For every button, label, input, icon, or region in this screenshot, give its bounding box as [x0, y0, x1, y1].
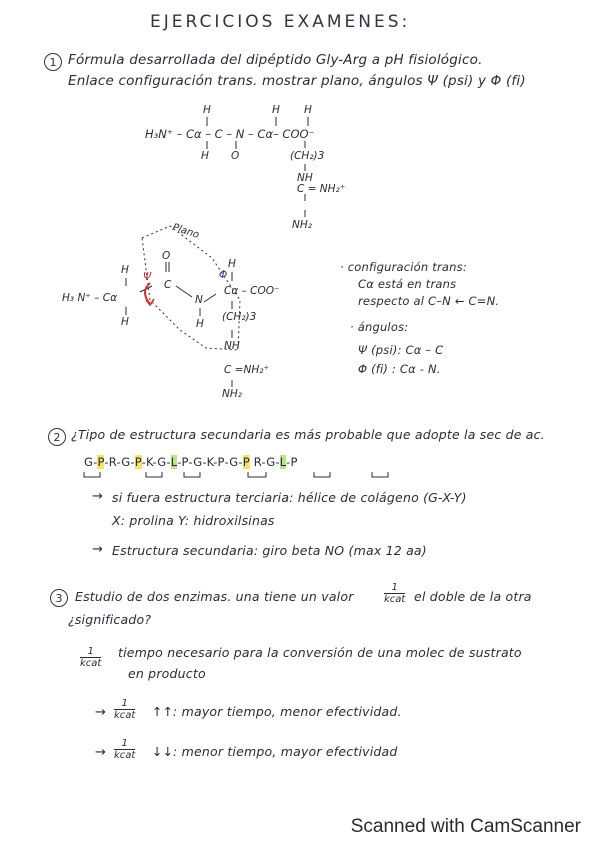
- sequence-segment: G: [193, 455, 203, 469]
- sequence-segment: L: [170, 455, 178, 469]
- sequence-segment: -: [93, 455, 98, 469]
- arrow-icon: →: [92, 489, 103, 504]
- formula-h-top-2: H: [272, 104, 280, 116]
- kcat-fraction: 1 kcat: [80, 646, 102, 669]
- sequence-segment: -: [141, 455, 146, 469]
- sequence-segment: G: [229, 455, 239, 469]
- sequence-segment: -R-: [104, 455, 122, 469]
- formula-side-chain-3: C = NH₂⁺: [297, 183, 346, 195]
- diagram-side-1: (CH₂)3: [222, 311, 257, 323]
- question-3-line-1: Estudio de dos enzimas. una tiene un valor: [75, 589, 354, 604]
- sequence-segment: -P-: [177, 455, 194, 469]
- page-title: EJERCICIOS EXAMENES:: [150, 12, 411, 32]
- sequence-segment: -: [166, 455, 171, 469]
- note-angles-heading: · ángulos:: [350, 320, 409, 334]
- diagram-n: N: [195, 294, 203, 306]
- sequence-segment: G: [121, 455, 131, 469]
- kcat-fraction: 1 kcat: [114, 738, 136, 761]
- diagram-left-group: H₃ N⁺ – Cα: [62, 292, 118, 304]
- sequence-segment: -: [238, 455, 243, 469]
- question-2-text: ¿Tipo de estructura secundaria es más probable que adopte la sec de ac.: [71, 427, 545, 442]
- formula-h-top-1: H: [203, 104, 211, 116]
- formula-side-chain-1: (CH₂)3: [290, 150, 325, 162]
- diagram-side-4: NH₂: [222, 388, 242, 400]
- note-angle-phi: Φ (fi) : Cα - N.: [358, 362, 441, 376]
- kcat-definition-line-1: tiempo necesario para la conversión de una molec de sustrato: [118, 645, 522, 660]
- diagram-right-group: Cα – COO⁻: [224, 285, 280, 297]
- dipeptide-formula: H₃N⁺ – Cα – C – N – Cα– COO⁻: [145, 127, 315, 141]
- diagram-phi: Φ: [219, 269, 228, 281]
- sequence-segment: G: [84, 455, 94, 469]
- formula-side-chain-2: NH: [297, 172, 313, 184]
- question-2-number: 2: [48, 428, 66, 446]
- sequence-segment: G: [157, 455, 167, 469]
- sequence-segment: -P: [286, 455, 298, 469]
- diagram-psi: Ψ: [143, 271, 152, 283]
- formula-h-below: H: [201, 150, 209, 162]
- arrow-icon: →: [92, 542, 103, 557]
- diagram-side-2: NH: [224, 340, 240, 352]
- sequence-segment: -K-P-: [202, 455, 230, 469]
- diagram-h-n: H: [196, 318, 204, 330]
- diagram-side-3: C =NH₂⁺: [224, 364, 269, 376]
- question-1-number: 1: [44, 53, 62, 71]
- camscanner-watermark: Scanned with CamScanner: [350, 816, 581, 837]
- arrow-icon: →: [95, 745, 106, 760]
- sequence-segment: R-: [249, 455, 267, 469]
- plane-label: Plano: [170, 222, 201, 241]
- question-2-bullet-1: si fuera estructura terciaria: hélice de colágeno (G-X-Y): [112, 490, 467, 505]
- amino-acid-sequence: [84, 455, 298, 469]
- arrows-down-icon: ↓↓: [152, 744, 174, 759]
- diagram-h-bottom: H: [121, 316, 129, 328]
- sequence-segment: P: [97, 455, 105, 469]
- question-3-line-1-end: el doble de la otra: [414, 589, 532, 604]
- sequence-segment: P: [242, 455, 250, 469]
- sequence-segment: K: [145, 455, 153, 469]
- kcat-fraction: 1 kcat: [384, 582, 406, 605]
- diagram-h-right: H: [228, 258, 236, 270]
- note-trans-line-2: respecto al C–N ← C=N.: [358, 294, 500, 308]
- question-3-line-2: ¿significado?: [68, 612, 152, 627]
- question-2-bullet-1-line-2: X: prolina Y: hidroxilsinas: [112, 513, 275, 528]
- diagram-c: C: [164, 279, 172, 291]
- kcat-definition-line-2: en producto: [128, 666, 206, 681]
- diagram-o: O: [162, 250, 171, 262]
- formula-side-chain-4: NH₂: [292, 219, 312, 231]
- question-3-bullet-2: : menor tiempo, mayor efectividad: [173, 744, 398, 759]
- arrows-up-icon: ↑↑: [152, 704, 174, 719]
- question-3-number: 3: [50, 589, 68, 607]
- question-3-bullet-1: : mayor tiempo, menor efectividad.: [173, 704, 402, 719]
- diagram-h-top: H: [121, 264, 129, 276]
- formula-h-top-3: H: [304, 104, 312, 116]
- note-angle-psi: Ψ (psi): Cα – C: [358, 343, 444, 357]
- question-1-line-2: Enlace configuración trans. mostrar plano, ángulos Ψ (psi) y Φ (fi): [68, 73, 526, 89]
- question-1-line-1: Fórmula desarrollada del dipéptido Gly-Arg a pH fisiológico.: [68, 52, 483, 68]
- question-2-bullet-2: Estructura secundaria: giro beta NO (max 12 aa): [112, 543, 427, 558]
- sequence-segment: P: [134, 455, 142, 469]
- sequence-segment: -: [130, 455, 135, 469]
- arrow-icon: →: [95, 705, 106, 720]
- sequence-segment: L: [279, 455, 287, 469]
- note-trans-line-1: Cα está en trans: [358, 277, 457, 291]
- sequence-segment: -: [275, 455, 280, 469]
- kcat-fraction: 1 kcat: [114, 698, 136, 721]
- sequence-segment: G: [266, 455, 276, 469]
- note-trans-heading: · configuración trans:: [340, 260, 467, 274]
- formula-o-below: O: [231, 150, 240, 162]
- sequence-segment: -: [152, 455, 158, 469]
